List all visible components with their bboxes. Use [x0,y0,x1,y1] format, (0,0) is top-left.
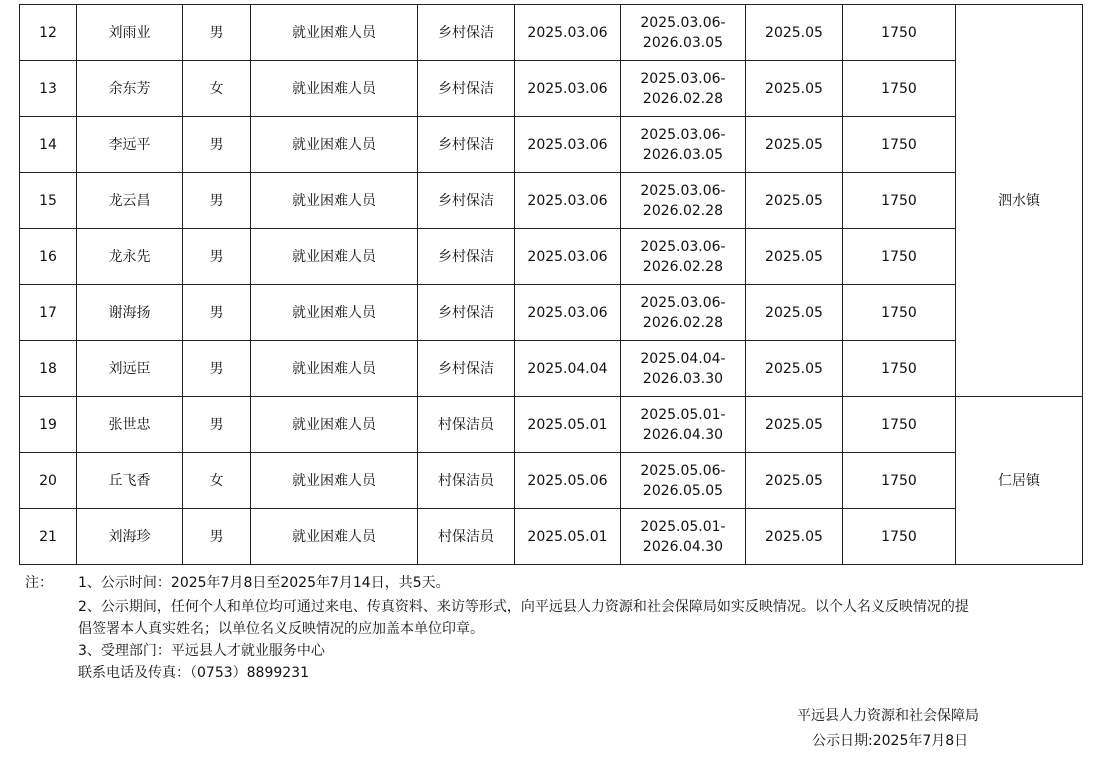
cell-no: 15 [20,173,77,229]
cell-town: 泗水镇 [956,5,1083,397]
period-to: 2026.02.28 [642,90,724,107]
cell-period [621,61,746,117]
cell-category: 就业困难人员 [251,229,418,285]
cell-category: 就业困难人员 [251,61,418,117]
cell-category: 就业困难人员 [251,173,418,229]
period-from: 2025.03.06- [640,14,726,31]
issuing-organization: 平远县人力资源和社会保障局 [797,708,979,724]
note-3: 3、受理部门：平远县人才就业服务中心 [78,643,325,659]
cell-category: 就业困难人员 [251,117,418,173]
period-to: 2026.03.05 [642,146,724,163]
cell-amount: 1750 [843,173,956,229]
cell-gender: 女 [183,453,251,509]
cell-position: 乡村保洁 [418,341,515,397]
cell-amount: 1750 [843,61,956,117]
notes-label: 注： [25,575,53,591]
cell-gender: 男 [183,509,251,565]
cell-category: 就业困难人员 [251,509,418,565]
cell-period [621,453,746,509]
cell-name: 龙云昌 [77,173,183,229]
cell-no: 19 [20,397,77,453]
period-to: 2026.02.28 [642,314,724,331]
table-row [20,61,1083,117]
cell-gender: 男 [183,397,251,453]
cell-start: 2025.03.06 [515,117,621,173]
cell-period [621,397,746,453]
cell-month: 2025.05 [746,117,843,173]
cell-name: 谢海扬 [77,285,183,341]
cell-no: 13 [20,61,77,117]
period-from: 2025.05.01- [640,518,726,535]
cell-gender: 男 [183,341,251,397]
table-row [20,173,1083,229]
cell-start: 2025.04.04 [515,341,621,397]
cell-period [621,341,746,397]
cell-name: 李远平 [77,117,183,173]
table-row [20,5,1083,61]
cell-month: 2025.05 [746,61,843,117]
cell-amount: 1750 [843,229,956,285]
cell-amount: 1750 [843,117,956,173]
cell-gender: 男 [183,173,251,229]
cell-category: 就业困难人员 [251,285,418,341]
period-to: 2026.05.05 [642,482,724,499]
period-to: 2026.04.30 [642,538,724,555]
cell-name: 刘远臣 [77,341,183,397]
table-row [20,117,1083,173]
period-to: 2026.02.28 [642,202,724,219]
cell-start: 2025.03.06 [515,229,621,285]
cell-no: 16 [20,229,77,285]
cell-name: 刘海珍 [77,509,183,565]
cell-month: 2025.05 [746,285,843,341]
period-from: 2025.03.06- [640,126,726,143]
cell-name: 丘飞香 [77,453,183,509]
cell-month: 2025.05 [746,5,843,61]
cell-start: 2025.05.01 [515,509,621,565]
cell-amount: 1750 [843,453,956,509]
cell-period [621,229,746,285]
cell-gender: 男 [183,285,251,341]
cell-position: 乡村保洁 [418,5,515,61]
cell-start: 2025.05.06 [515,453,621,509]
cell-category: 就业困难人员 [251,397,418,453]
table-row [20,341,1083,397]
cell-start: 2025.03.06 [515,61,621,117]
cell-start: 2025.05.01 [515,397,621,453]
period-to: 2026.03.05 [642,34,724,51]
period-from: 2025.05.01- [640,406,726,423]
period-from: 2025.05.06- [640,462,726,479]
table-row [20,453,1083,509]
cell-month: 2025.05 [746,341,843,397]
cell-start: 2025.03.06 [515,173,621,229]
table-row [20,285,1083,341]
cell-position: 村保洁员 [418,397,515,453]
cell-month: 2025.05 [746,453,843,509]
cell-period [621,5,746,61]
cell-month: 2025.05 [746,229,843,285]
cell-category: 就业困难人员 [251,5,418,61]
period-from: 2025.03.06- [640,294,726,311]
period-to: 2026.02.28 [642,258,724,275]
note-2-line-1: 2、公示期间，任何个人和单位均可通过来电、传真资料、来访等形式，向平远县人力资源和社会保障局如实反映情况。以个人名义反映情况的提 [78,599,969,615]
cell-position: 乡村保洁 [418,229,515,285]
period-from: 2025.03.06- [640,182,726,199]
cell-category: 就业困难人员 [251,453,418,509]
cell-no: 21 [20,509,77,565]
cell-position: 村保洁员 [418,509,515,565]
cell-no: 14 [20,117,77,173]
cell-position: 村保洁员 [418,453,515,509]
cell-name: 刘雨业 [77,5,183,61]
cell-amount: 1750 [843,397,956,453]
note-contact: 联系电话及传真：（0753）8899231 [78,665,309,681]
note-1: 1、公示时间：2025年7月8日至2025年7月14日，共5天。 [78,575,450,591]
cell-position: 乡村保洁 [418,117,515,173]
cell-position: 乡村保洁 [418,173,515,229]
cell-category: 就业困难人员 [251,341,418,397]
table-row [20,509,1083,565]
cell-no: 18 [20,341,77,397]
cell-month: 2025.05 [746,397,843,453]
cell-start: 2025.03.06 [515,5,621,61]
announcement-date: 公示日期:2025年7月8日 [812,733,969,749]
cell-month: 2025.05 [746,173,843,229]
cell-amount: 1750 [843,509,956,565]
cell-name: 张世忠 [77,397,183,453]
period-to: 2026.04.30 [642,426,724,443]
cell-position: 乡村保洁 [418,285,515,341]
period-from: 2025.03.06- [640,70,726,87]
cell-period [621,285,746,341]
note-2-line-2: 倡签署本人真实姓名；以单位名义反映情况的应加盖本单位印章。 [78,621,484,637]
cell-start: 2025.03.06 [515,285,621,341]
cell-gender: 男 [183,229,251,285]
cell-no: 12 [20,5,77,61]
notes-section [25,572,1078,684]
cell-month: 2025.05 [746,509,843,565]
cell-gender: 女 [183,61,251,117]
table-row [20,397,1083,453]
table-row [20,229,1083,285]
cell-position: 乡村保洁 [418,61,515,117]
cell-period [621,509,746,565]
period-from: 2025.03.06- [640,238,726,255]
cell-period [621,117,746,173]
cell-no: 17 [20,285,77,341]
cell-gender: 男 [183,117,251,173]
cell-period [621,173,746,229]
cell-amount: 1750 [843,5,956,61]
cell-town: 仁居镇 [956,397,1083,565]
cell-amount: 1750 [843,285,956,341]
employment-roster-table [19,4,1083,565]
period-to: 2026.03.30 [642,370,724,387]
cell-name: 余东芳 [77,61,183,117]
cell-no: 20 [20,453,77,509]
period-from: 2025.04.04- [640,350,726,367]
cell-gender: 男 [183,5,251,61]
cell-amount: 1750 [843,341,956,397]
cell-name: 龙永先 [77,229,183,285]
